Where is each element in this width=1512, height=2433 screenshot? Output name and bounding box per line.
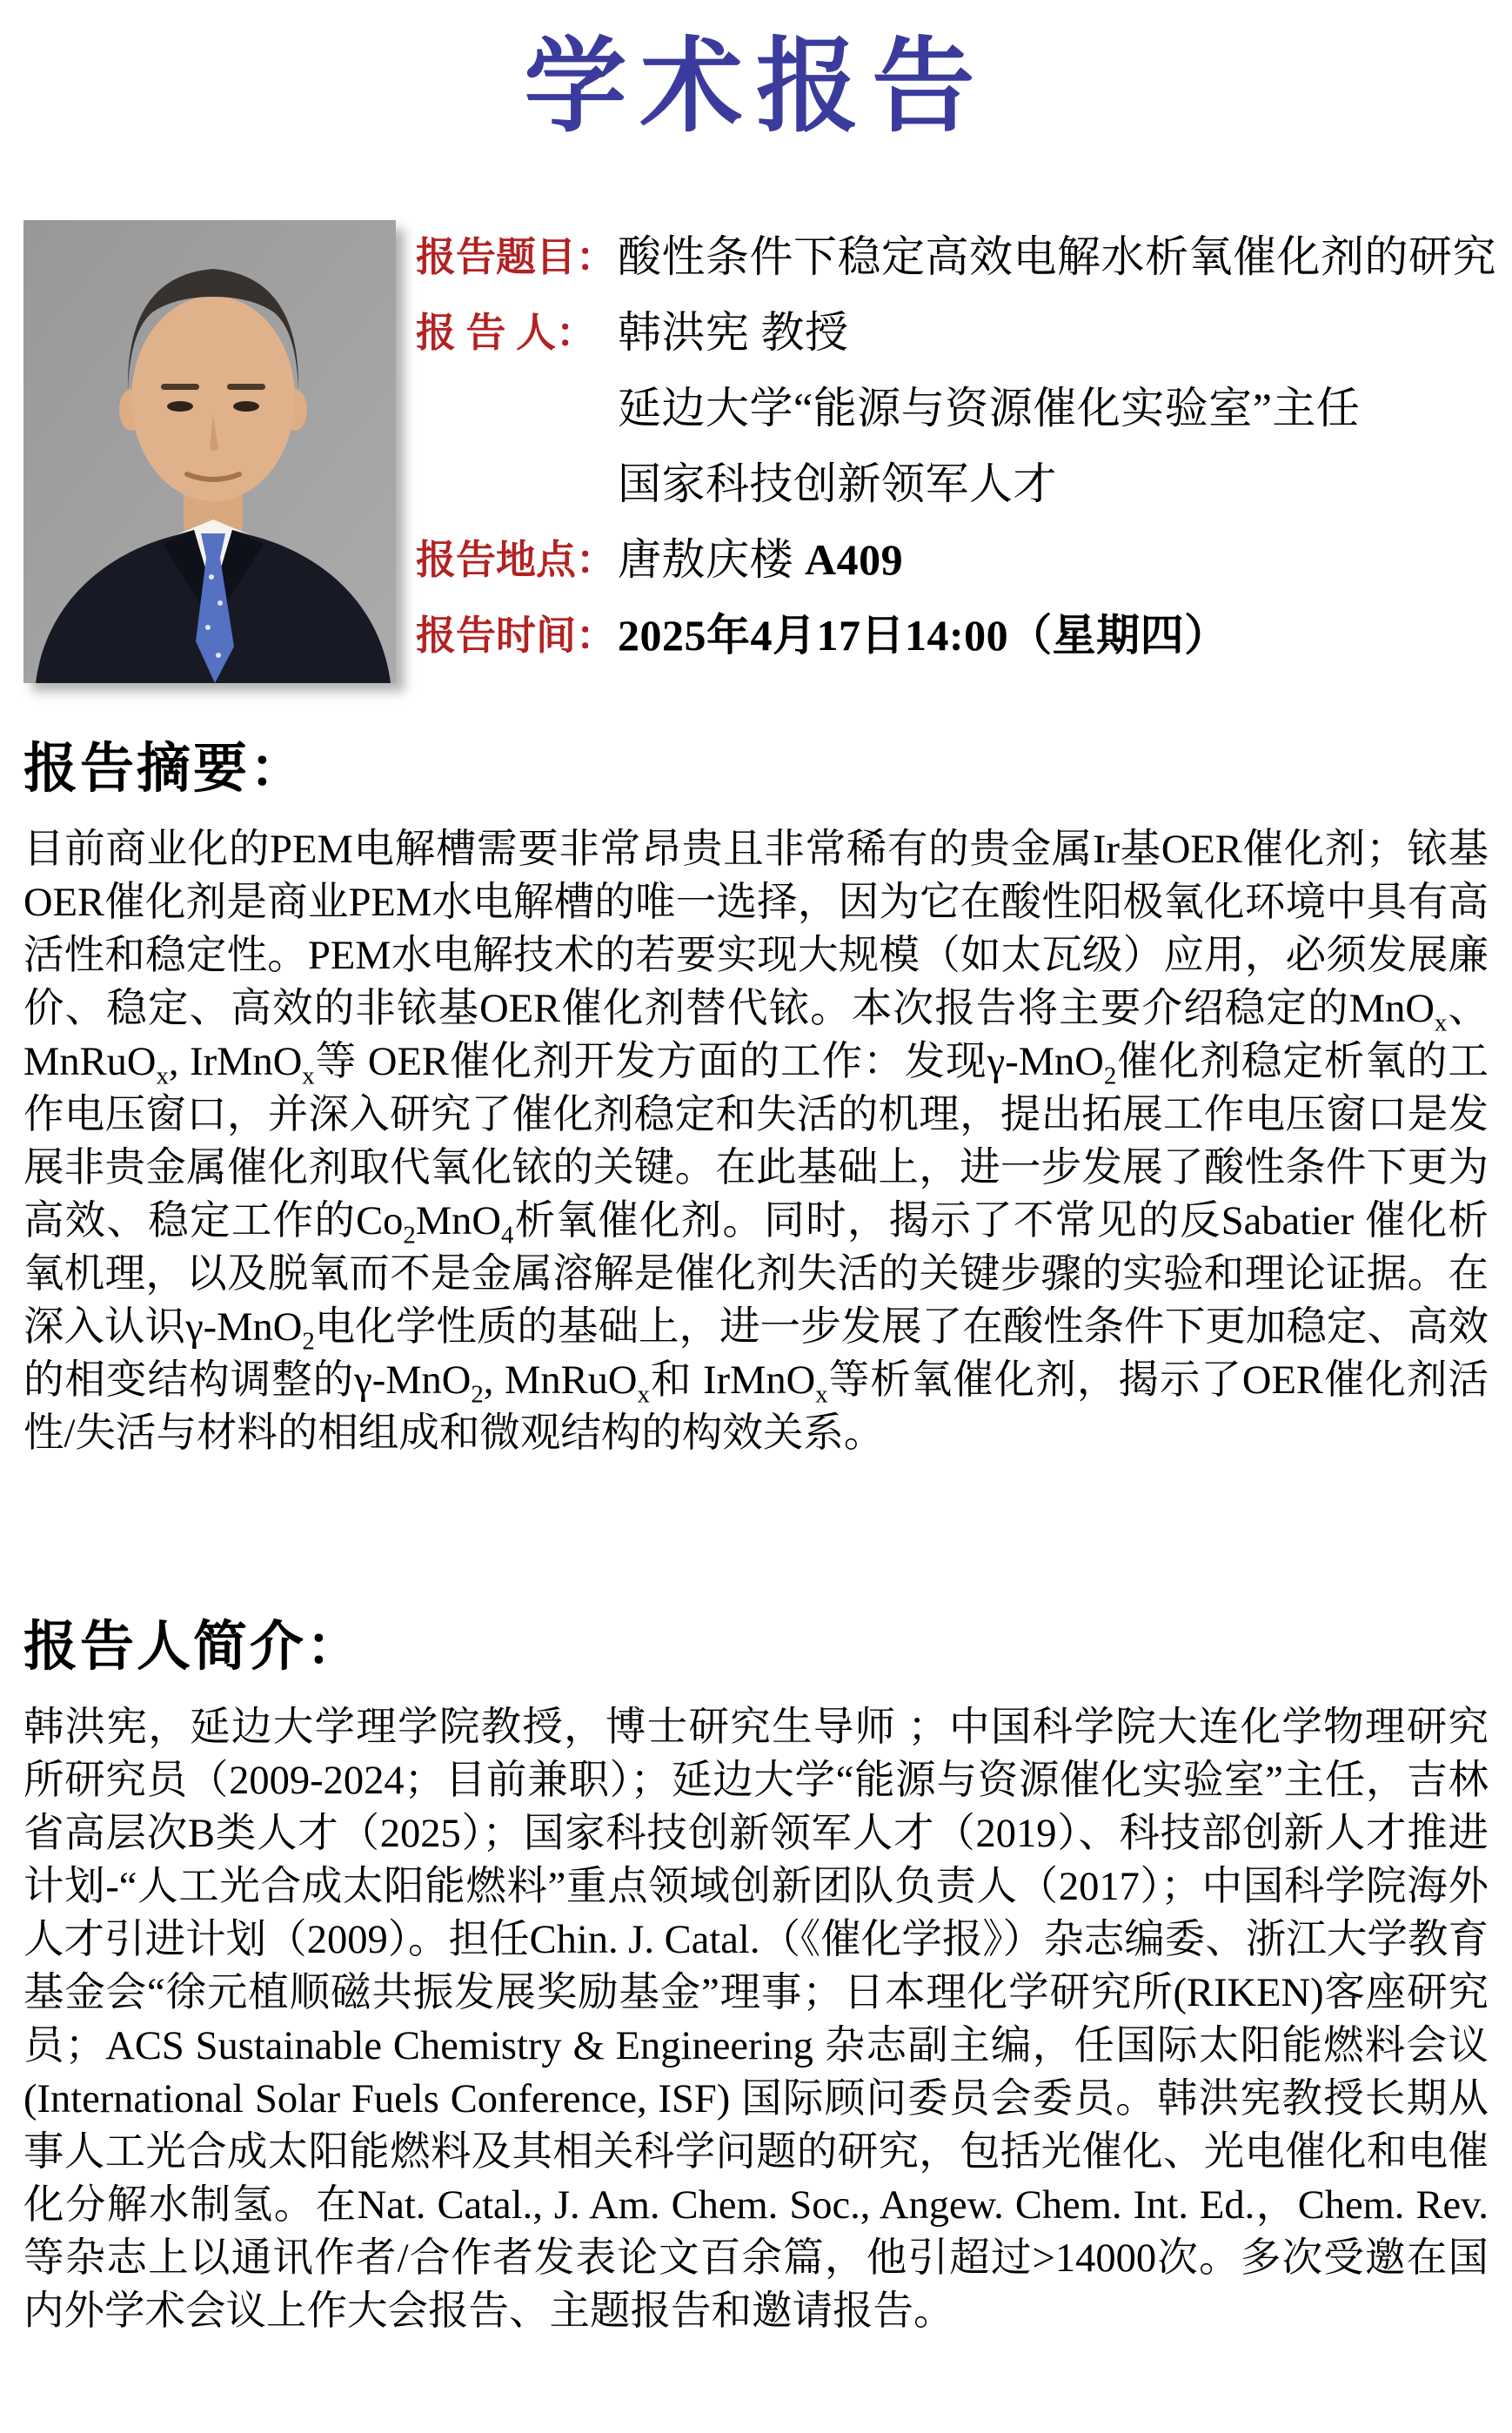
- info-value: 2025年4月17日14:00（星期四）: [618, 611, 1228, 660]
- info-row: [416, 219, 1512, 295]
- abstract-text: 目前商业化的PEM电解槽需要非常昂贵且非常稀有的贵金属Ir基OER催化剂；铱基OER催化剂是商业PEM水电解槽的唯一选择，因为它在酸性阳极氧化环境中具有高活性和稳定性。PEM水电解技术的若要实现大规模（如太瓦级）应用，必须发展廉价、稳定、高效的非铱基OER催化剂替代铱。本次报告将主要介绍稳定的MnO$_x$、MnRuO$_x$, IrMnO$_x$等 OER催化剂开发方面的工作：发现γ-MnO$_2$催化剂稳定析氧的工作电压窗口，并深入研究了催化剂稳定和失活的机理，提出拓展工作电压窗口是发展非贵金属催化剂取代氧化铱的关键。在此基础上，进一步发展了酸性条件下更为高效、稳定工作的$Co_2MnO_4$析氧催化剂。同时，揭示了不常见的反Sabatier 催化析氧机理，以及脱氧而不是金属溶解是催化剂失活的关键步骤的实验和理论证据。在深入认识γ-MnO$_2$电化学性质的基础上，进一步发展了在酸性条件下更加稳定、高效的相变结构调整的γ-MnO$_2$, MnRuO$_x$和 IrMnO$_x$等析氧催化剂，揭示了OER催化剂活性/失活与材料的相组成和微观结构的构效关系。: [23, 828, 1489, 1456]
- speaker-portrait-illustration: [23, 220, 396, 683]
- info-value: 延边大学“能源与资源催化实验室”主任: [618, 384, 1361, 432]
- info-label: 报告题目：: [416, 235, 616, 279]
- bio-text: 韩洪宪，延边大学理学院教授，博士研究生导师 ；中国科学院大连化学物理研究所研究员（2009-2024；目前兼职）；延边大学“能源与资源催化实验室”主任，吉林省高层次B类人才（2025）；国家科技创新领军人才（2019）、科技部创新人才推进计划-“人工光合成太阳能燃料”重点领域创新团队负责人（2017）；中国科学院海外人才引进计划（2009）。担任Chin. J. Catal.（《催化学报》）杂志编委、浙江大学教育基金会“徐元植顺磁共振发展奖励基金”理事；日本理化学研究所(RIKEN)客座研究员；ACS Sustainable Chemistry & Engineering 杂志副主编，任国际太阳能燃料会议 (International Solar Fuels Conference, ISF) 国际顾问委员会委员。韩洪宪教授长期从事人工光合成太阳能燃料及其相关科学问题的研究，包括光催化、光电催化和电催化分解水制氢。在Nat. Catal., J. Am. Chem. Soc., Angew. Chem. Int. Ed.，Chem. Rev.等杂志上以通讯作者/合作者发表论文百余篇，他引超过>14000次。多次受邀在国内外学术会议上作大会报告、主题报告和邀请报告。: [23, 1706, 1489, 2334]
- speaker-photo: [23, 220, 396, 683]
- info-row: [416, 522, 1512, 598]
- info-value: 韩洪宪 教授: [618, 308, 849, 357]
- bio-heading: 报告人简介：: [23, 1617, 364, 1677]
- info-value: 酸性条件下稳定高效电解水析氧催化剂的研究: [618, 232, 1496, 281]
- info-label: [416, 371, 618, 446]
- page-title: 学术报告: [524, 30, 988, 144]
- info-label: 报 告 人：: [416, 311, 596, 355]
- info-value: 国家科技创新领军人才: [618, 459, 1057, 508]
- abstract-heading: 报告摘要：: [23, 739, 307, 799]
- info-row: [416, 371, 1512, 446]
- info-label: [416, 446, 618, 522]
- info-label: 报告地点：: [416, 538, 616, 582]
- info-row: [416, 598, 1512, 674]
- info-value: 唐敖庆楼 A409: [618, 535, 904, 584]
- info-row: [416, 446, 1512, 522]
- info-label: 报告时间：: [416, 613, 616, 658]
- info-block: [416, 219, 1512, 674]
- info-row: [416, 295, 1512, 371]
